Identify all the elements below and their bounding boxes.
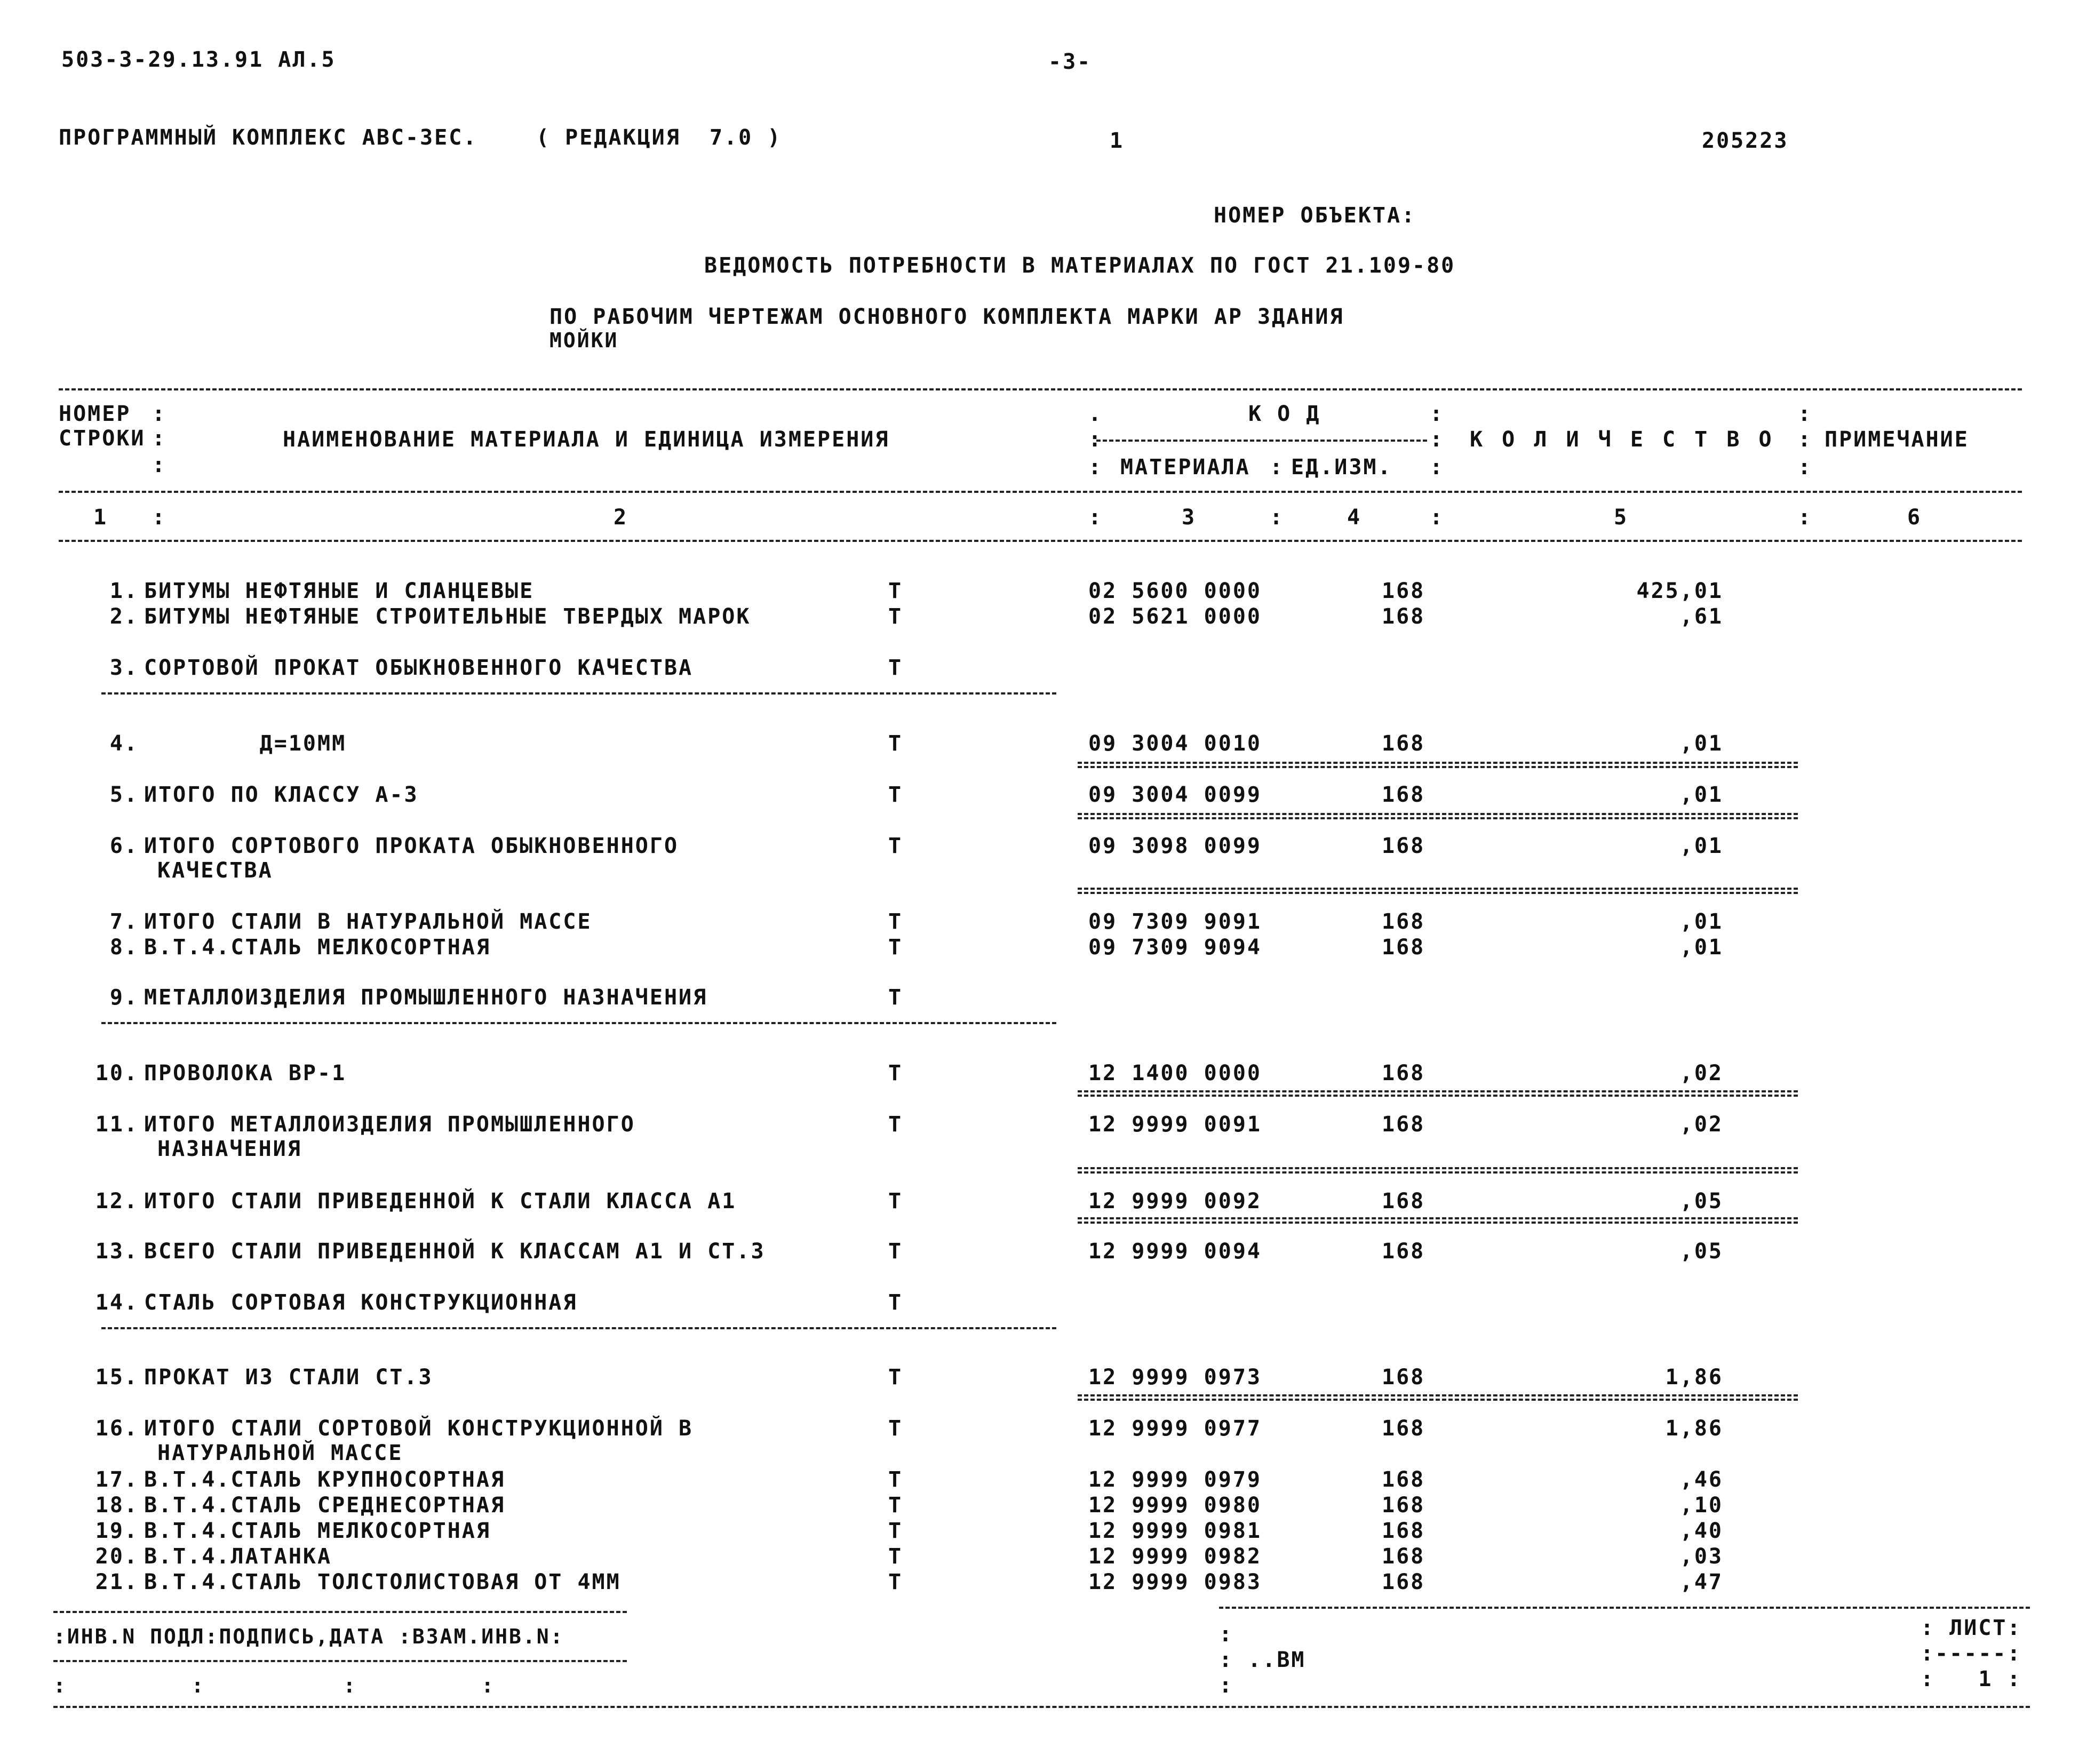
- quantity: ,05: [1679, 1239, 1723, 1264]
- row-number: 13.: [95, 1239, 139, 1264]
- row-number: 17.: [95, 1467, 139, 1492]
- row-number: 11.: [95, 1112, 139, 1137]
- material-name: ИТОГО СОРТОВОГО ПРОКАТА ОБЫКНОВЕННОГО: [144, 834, 679, 858]
- unit: Т: [888, 604, 903, 629]
- row-number: 20.: [95, 1544, 139, 1569]
- material-code: 12 9999 0980: [1088, 1493, 1262, 1518]
- title-block-colon-3: :: [1219, 1673, 1234, 1698]
- unit: Т: [888, 834, 903, 858]
- total-rule: [1078, 888, 1798, 894]
- note-header: ПРИМЕЧАНИЕ: [1825, 427, 1969, 452]
- quantity: ,01: [1679, 935, 1723, 960]
- row-number: 1.: [109, 579, 139, 603]
- unit-code: 168: [1382, 1544, 1425, 1569]
- material-code: 09 7309 9094: [1088, 935, 1262, 960]
- row-number: 19.: [95, 1519, 139, 1543]
- row-number: 6.: [109, 834, 139, 858]
- col1-header-line1: НОМЕР: [59, 402, 131, 426]
- building-name: МОЙКИ: [549, 329, 619, 352]
- row-number: 9.: [109, 985, 139, 1010]
- quantity: ,03: [1679, 1544, 1723, 1569]
- row-number: 14.: [95, 1290, 139, 1315]
- unit-code: 168: [1382, 1061, 1425, 1085]
- page-number: -3-: [1048, 50, 1092, 74]
- code-material-header: МАТЕРИАЛА: [1120, 455, 1250, 480]
- object-number-label: НОМЕР ОБЪЕКТА:: [1214, 203, 1416, 228]
- row-number: 16.: [95, 1416, 139, 1441]
- material-code: 02 5621 0000: [1088, 604, 1262, 629]
- unit-code: 168: [1382, 604, 1425, 629]
- unit-code: 168: [1382, 1112, 1425, 1137]
- unit-code: 168: [1382, 1570, 1425, 1594]
- quantity: 425,01: [1636, 579, 1723, 603]
- quantity: ,10: [1679, 1493, 1723, 1518]
- material-code: 09 3004 0099: [1088, 783, 1262, 807]
- section-rule: [101, 692, 1056, 695]
- unit-code: 168: [1382, 1189, 1425, 1214]
- col-number-6: 6: [1907, 505, 1922, 530]
- material-name: БИТУМЫ НЕФТЯНЫЕ И СЛАНЦЕВЫЕ: [144, 579, 535, 603]
- col2-header: НАИМЕНОВАНИЕ МАТЕРИАЛА И ЕДИНИЦА ИЗМЕРЕНИЯ: [283, 427, 890, 452]
- quantity: ,01: [1679, 783, 1723, 807]
- stamp-labels: :ИНВ.N ПОДЛ:ПОДПИСЬ,ДАТА :ВЗАМ.ИНВ.N:: [53, 1625, 564, 1648]
- header-mid-rule: [59, 491, 2022, 493]
- unit-code: 168: [1382, 1416, 1425, 1441]
- unit-code: 168: [1382, 1519, 1425, 1543]
- row-number: 4.: [109, 731, 139, 756]
- total-rule: [1078, 762, 1798, 768]
- serial-number: 205223: [1702, 129, 1789, 153]
- unit: Т: [888, 1570, 903, 1594]
- unit: Т: [888, 1519, 903, 1543]
- material-code: 09 3004 0010: [1088, 731, 1262, 756]
- quantity: ,01: [1679, 731, 1723, 756]
- unit: Т: [888, 1290, 903, 1315]
- row-number: 8.: [109, 935, 139, 960]
- material-code: 12 9999 0979: [1088, 1467, 1262, 1492]
- unit: Т: [888, 1239, 903, 1264]
- header-bottom-rule: [59, 540, 2022, 542]
- unit: Т: [888, 909, 903, 934]
- run-number: 1: [1110, 129, 1125, 153]
- code-unit-header: ЕД.ИЗМ.: [1291, 455, 1392, 480]
- col-number-4: 4: [1347, 505, 1362, 530]
- material-name: В.Т.4.СТАЛЬ МЕЛКОСОРТНАЯ: [144, 935, 491, 960]
- material-name: В.Т.4.СТАЛЬ СРЕДНЕСОРТНАЯ: [144, 1493, 506, 1518]
- quantity: ,46: [1679, 1467, 1723, 1492]
- unit: Т: [888, 1544, 903, 1569]
- unit: Т: [888, 731, 903, 756]
- unit: Т: [888, 1061, 903, 1085]
- total-rule: [1078, 1394, 1798, 1401]
- material-code: 12 9999 0973: [1088, 1365, 1262, 1390]
- unit: Т: [888, 1189, 903, 1214]
- material-code: 12 1400 0000: [1088, 1061, 1262, 1085]
- material-code: 02 5600 0000: [1088, 579, 1262, 603]
- material-name: Д=10ММ: [144, 731, 347, 756]
- material-code: 09 7309 9091: [1088, 909, 1262, 934]
- program-name: ПРОГРАММНЫЙ КОМПЛЕКС АВС-3ЕС.: [59, 125, 478, 150]
- document-title: ВЕДОМОСТЬ ПОТРЕБНОСТИ В МАТЕРИАЛАХ ПО ГОСТ 21.109-80: [704, 253, 1456, 278]
- unit-code: 168: [1382, 834, 1425, 858]
- col-number-5: 5: [1614, 505, 1629, 530]
- material-code: 12 9999 0977: [1088, 1416, 1262, 1441]
- sheet-label: : ЛИСТ:: [1921, 1616, 2022, 1640]
- unit-code: 168: [1382, 909, 1425, 934]
- material-name-cont: НАТУРАЛЬНОЙ МАССЕ: [157, 1441, 403, 1465]
- unit: Т: [888, 1416, 903, 1441]
- unit-code: 168: [1382, 1467, 1425, 1492]
- material-name: В.Т.4.СТАЛЬ ТОЛСТОЛИСТОВАЯ ОТ 4ММ: [144, 1570, 621, 1594]
- unit: Т: [888, 985, 903, 1010]
- col1-header-line2: СТРОКИ: [59, 426, 146, 451]
- quantity: ,01: [1679, 909, 1723, 934]
- sheet-number: : 1 :: [1921, 1667, 2022, 1691]
- row-number: 18.: [95, 1493, 139, 1518]
- unit: Т: [888, 1467, 903, 1492]
- quantity: ,40: [1679, 1519, 1723, 1543]
- row-number: 2.: [109, 604, 139, 629]
- unit-code: 168: [1382, 783, 1425, 807]
- title-block-colon-1: :: [1219, 1622, 1234, 1647]
- material-name: ВСЕГО СТАЛИ ПРИВЕДЕННОЙ К КЛАССАМ А1 И СТ.3: [144, 1239, 766, 1264]
- material-name-cont: КАЧЕСТВА: [157, 858, 273, 883]
- col-number-2: 2: [614, 505, 628, 530]
- unit: Т: [888, 935, 903, 960]
- material-name: ПРОВОЛОКА ВР-1: [144, 1061, 347, 1085]
- quantity: 1,86: [1665, 1416, 1723, 1441]
- material-name: ИТОГО СТАЛИ В НАТУРАЛЬНОЙ МАССЕ: [144, 909, 592, 934]
- material-code: 12 9999 0981: [1088, 1519, 1262, 1543]
- col-number-3: 3: [1182, 505, 1197, 530]
- total-rule: [1078, 1217, 1798, 1224]
- unit-code: 168: [1382, 731, 1425, 756]
- material-code: 12 9999 0982: [1088, 1544, 1262, 1569]
- unit: Т: [888, 579, 903, 603]
- quantity: 1,86: [1665, 1365, 1723, 1390]
- section-rule: [101, 1327, 1056, 1329]
- material-name: ИТОГО МЕТАЛЛОИЗДЕЛИЯ ПРОМЫШЛЕННОГО: [144, 1112, 635, 1137]
- footer-bottom-rule: [53, 1706, 2030, 1708]
- col-number-1: 1: [93, 505, 108, 530]
- quantity: ,02: [1679, 1112, 1723, 1137]
- material-name: МЕТАЛЛОИЗДЕЛИЯ ПРОМЫШЛЕННОГО НАЗНАЧЕНИЯ: [144, 985, 708, 1010]
- unit: Т: [888, 783, 903, 807]
- unit-code: 168: [1382, 1493, 1425, 1518]
- quantity: ,47: [1679, 1570, 1723, 1594]
- quantity: ,05: [1679, 1189, 1723, 1214]
- unit-code: 168: [1382, 935, 1425, 960]
- unit: Т: [888, 1365, 903, 1390]
- stamp-cells: : : : :: [53, 1674, 496, 1697]
- header-top-rule: [59, 388, 2022, 390]
- material-name: ИТОГО СТАЛИ СОРТОВОЙ КОНСТРУКЦИОННОЙ В: [144, 1416, 694, 1441]
- quantity-header: К О Л И Ч Е С Т В О: [1470, 427, 1775, 452]
- row-number: 21.: [95, 1570, 139, 1594]
- material-name: БИТУМЫ НЕФТЯНЫЕ СТРОИТЕЛЬНЫЕ ТВЕРДЫХ МАРОК: [144, 604, 751, 629]
- sheet-separator: :-----:: [1921, 1641, 2022, 1666]
- material-name-cont: НАЗНАЧЕНИЯ: [157, 1137, 302, 1161]
- unit-code: 168: [1382, 1365, 1425, 1390]
- row-number: 3.: [109, 656, 139, 680]
- unit: Т: [888, 656, 903, 680]
- quantity: ,02: [1679, 1061, 1723, 1085]
- material-name: ПРОКАТ ИЗ СТАЛИ СТ.3: [144, 1365, 433, 1390]
- material-code: 12 9999 0091: [1088, 1112, 1262, 1137]
- stamp-top-rule: [53, 1611, 627, 1613]
- code-header: К О Д: [1248, 402, 1321, 426]
- material-code: 12 9999 0092: [1088, 1189, 1262, 1214]
- unit-code: 168: [1382, 579, 1425, 603]
- unit-code: 168: [1382, 1239, 1425, 1264]
- row-number: 15.: [95, 1365, 139, 1390]
- document-page: 503-3-29.13.91 АЛ.5 -3- ПРОГРАММНЫЙ КОМПЛЕКС АВС-3ЕС. ( РЕДАКЦИЯ 7.0 ) 1 205223 НОМЕР ОБЪЕКТА: ВЕДОМОСТЬ ПОТРЕБНОСТИ В МАТЕРИАЛАХ ПО ГОСТ 21.109-80 ПО РАБОЧИМ ЧЕРТЕЖАМ ОСНОВНОГО КОМПЛЕКТА МАРКИ АР ЗДАНИЯ МОЙКИ НОМЕР : СТРОКИ : : НАИМЕНОВАНИЕ МАТЕРИАЛА И ЕДИНИЦА ИЗМЕРЕНИЯ К О Д . : : : : МАТЕРИАЛА : ЕД.ИЗМ. : К О Л И Ч Е С Т В О : : : ПРИМЕЧАНИЕ 1 : 2 : 3 : 4 : 5 : 6 1. БИТУМЫ НЕФТЯНЫЕ И СЛАНЦЕВЫЕ Т 02 5600 0000 168 425,01 2. БИТУМЫ НЕФТЯНЫЕ СТРОИТЕЛЬНЫЕ ТВЕРДЫХ МАРОК Т 02 5621 0000 168 ,61 3. СОРТОВОЙ ПРОКАТ ОБЫКНОВЕННОГО КАЧЕСТВА Т 4. Д=10ММ Т 09 3004 0010 168 ,01 5. ИТОГО ПО КЛАССУ А-3 Т 09 3004 0099 168 ,01 6. ИТОГО СОРТОВОГО ПРОКАТА ОБЫКНОВЕННОГО КАЧЕСТВА Т 09 3098 0099 168 ,01 7. ИТОГО СТАЛИ В НАТУРАЛЬНОЙ МАССЕ Т 09 7309 9091 168 ,01 8. В.Т.4.СТАЛЬ МЕЛКОСОРТНАЯ Т 09 7309 9094 168 ,01 9. МЕТАЛЛОИЗДЕЛИЯ ПРОМЫШЛЕННОГО НАЗНАЧЕНИЯ Т 10. ПРОВОЛОКА ВР-1 Т 12 1400 0000 168 ,02 11. ИТОГО МЕТАЛЛОИЗДЕЛИЯ ПРОМЫШЛЕННОГО НАЗНАЧЕНИЯ Т 12 9999 0091 168 ,02 12. ИТОГО СТАЛИ ПРИВЕДЕННОЙ К СТАЛИ КЛАССА А1 Т 12 9999 0092 168 ,05 13. ВСЕГО СТАЛИ ПРИВЕДЕННОЙ К КЛАССАМ А1 И СТ.3 Т 12 9999 0094 168 ,05 14. СТАЛЬ СОРТОВАЯ КОНСТРУКЦИОННАЯ Т 15. ПРОКАТ ИЗ СТАЛИ СТ.3 Т 12 9999 0973 168 1,86 16. ИТОГО СТАЛИ СОРТОВОЙ КОНСТРУКЦИОННОЙ В НАТУРАЛЬНОЙ МАССЕ Т 12 9999 0977 168 1,86 17. В.Т.4.СТАЛЬ КРУПНОСОРТНАЯ Т 12 9999 0979 168 ,46 18. В.Т.4.СТАЛЬ СРЕДНЕСОРТНАЯ Т 12 9999 0980 168 ,10 19. В.Т.4.СТАЛЬ МЕЛКОСОРТНАЯ Т 12 9999 0981 168 ,40 20. В.Т.4.ЛАТАНКА Т 12 9999 0982 168 ,03 21. В.Т.4.СТАЛЬ ТОЛСТОЛИСТОВАЯ ОТ 4ММ Т 12 9999 0983 168 ,47 :ИНВ.N ПОДЛ:ПОДПИСЬ,ДАТА :ВЗАМ.ИНВ.N: : : : : : : ..ВМ : : ЛИСТ: :-----: : 1 :: [0, 0, 2079, 1764]
- material-name: В.Т.4.СТАЛЬ МЕЛКОСОРТНАЯ: [144, 1519, 491, 1543]
- material-name: СОРТОВОЙ ПРОКАТ ОБЫКНОВЕННОГО КАЧЕСТВА: [144, 656, 694, 680]
- total-rule: [1078, 1090, 1798, 1097]
- title-block-top-rule: [1219, 1607, 2030, 1609]
- quantity: ,61: [1679, 604, 1723, 629]
- quantity: ,01: [1679, 834, 1723, 858]
- total-rule: [1078, 813, 1798, 819]
- material-name: СТАЛЬ СОРТОВАЯ КОНСТРУКЦИОННАЯ: [144, 1290, 578, 1315]
- material-code: 09 3098 0099: [1088, 834, 1262, 858]
- material-name: В.Т.4.ЛАТАНКА: [144, 1544, 332, 1569]
- material-name: В.Т.4.СТАЛЬ КРУПНОСОРТНАЯ: [144, 1467, 506, 1492]
- document-subtitle: ПО РАБОЧИМ ЧЕРТЕЖАМ ОСНОВНОГО КОМПЛЕКТА МАРКИ АР ЗДАНИЯ: [549, 305, 1344, 329]
- material-name: ИТОГО СТАЛИ ПРИВЕДЕННОЙ К СТАЛИ КЛАССА А1: [144, 1189, 737, 1214]
- row-number: 5.: [109, 783, 139, 807]
- row-number: 7.: [109, 909, 139, 934]
- section-rule: [101, 1022, 1056, 1024]
- material-name: ИТОГО ПО КЛАССУ А-3: [144, 783, 419, 807]
- title-block-mark: : ..ВМ: [1219, 1648, 1306, 1672]
- material-code: 12 9999 0094: [1088, 1239, 1262, 1264]
- unit: Т: [888, 1493, 903, 1518]
- doc-code: 503-3-29.13.91 АЛ.5: [61, 47, 336, 72]
- code-header-rule: [1096, 440, 1427, 442]
- row-number: 12.: [95, 1189, 139, 1214]
- stamp-mid-rule: [53, 1660, 627, 1662]
- row-number: 10.: [95, 1061, 139, 1085]
- unit: Т: [888, 1112, 903, 1137]
- total-rule: [1078, 1167, 1798, 1174]
- edition: ( РЕДАКЦИЯ 7.0 ): [536, 125, 782, 150]
- material-code: 12 9999 0983: [1088, 1570, 1262, 1594]
